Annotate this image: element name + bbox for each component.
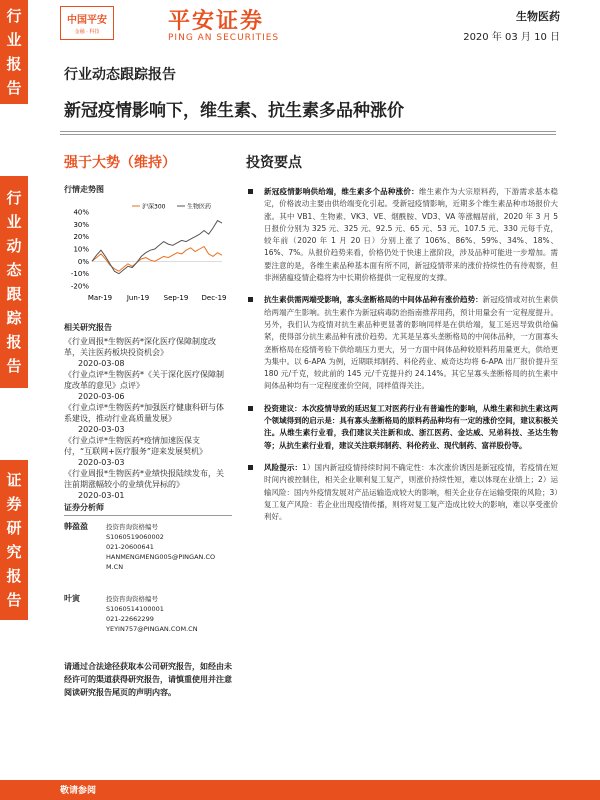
- related-report-date: 2020-03-08: [78, 359, 125, 368]
- analyst-info-line: HANMENGMENG005@PINGAN.CO: [106, 553, 216, 561]
- related-report-date: 2020-03-03: [78, 458, 125, 467]
- related-report-title: 《行业点评*生物医药*疫情加速医保支付，“互联网+医疗服务”迎来发展契机》: [64, 436, 207, 456]
- footer-text: 敬请参阅: [60, 786, 97, 796]
- analyst-1: [64, 522, 232, 582]
- rating: 强于大势（维持）: [64, 155, 176, 171]
- related-report-date: 2020-03-03: [78, 425, 125, 434]
- side-tab-char: 行: [6, 189, 22, 207]
- footer-bar: [0, 780, 600, 800]
- analyst-info-line: 021-20600641: [106, 543, 154, 551]
- y-tick-label: 20%: [73, 233, 89, 242]
- analyst-name: 韩盈盈: [64, 522, 88, 531]
- analyst-info: [106, 522, 234, 572]
- side-tab-char: 行: [6, 7, 22, 25]
- divider: [60, 131, 556, 132]
- market-trend-chart: [62, 200, 232, 310]
- y-tick-label: -10%: [70, 270, 89, 279]
- analyst-info-line: 投资咨询资格编号: [106, 595, 158, 603]
- related-report-title: 《行业周报*生物医药*深化医疗保障制度改革，关注医药板块投资机会》: [64, 337, 216, 357]
- logo-text: 中国平安: [67, 15, 107, 26]
- side-tab-char: 态: [6, 261, 22, 279]
- side-tab-char: 跟: [6, 285, 22, 303]
- side-tab-char: 研: [6, 519, 22, 537]
- chart-section-label: 行情走势图: [64, 185, 104, 194]
- analyst-2: [64, 594, 232, 644]
- side-tab-char: 告: [6, 591, 22, 609]
- brand: [168, 4, 279, 43]
- key-point: [246, 186, 558, 284]
- x-tick-label: Mar-19: [87, 294, 113, 302]
- side-tab-char: 业: [6, 213, 22, 231]
- key-point-heading: 投资建议：本次疫情导致的延迟复工对医药行业有普遍性的影响，从维生素和抗生素这两个领域得到的启示是：具有寡头垄断格局的原料药品种均有一定的涨价空间，建议积极关注。从维生素行业看，我们建议关注新和成、浙江医药、金达威、兄弟科技、圣达生物等；从抗生素行业看，建议关注联邦制药、科伦药业、现代制药、富祥股份等。: [264, 403, 558, 450]
- analyst-info-line: M.CN: [106, 563, 124, 571]
- brand-en: PING AN SECURITIES: [168, 33, 280, 43]
- related-report-title: 《行业点评*生物医药*加强医疗健康科研与体系建设，推动行业高质量发展》: [64, 403, 224, 423]
- key-point: [246, 403, 558, 452]
- analyst-info-line: S1060514100001: [106, 605, 164, 613]
- divider: [60, 134, 556, 135]
- page-title: 新冠疫情影响下，维生素、抗生素多品种涨价: [64, 101, 404, 121]
- y-tick-label: 10%: [73, 245, 89, 254]
- analyst-info-line: 投资咨询资格编号: [106, 523, 158, 531]
- divider: [64, 515, 232, 516]
- key-point-text: 新冠疫情或对抗生素供给两端产生影响。抗生素作为新冠病毒防治指南推荐用药，预计用量会有一定程度提升。另外，我们认为疫情对抗生素品种更显著的影响同样是在供给端，复工延迟导致供给偏紧，使得部分抗生素品种有涨价趋势。尤其是呈寡头垄断格局的中间体品种，一方面寡头垄断格局在疫情考验下供给端压力更大，另一方面中间体品种较原料药用量更大，供给更为集中。以 6-APA 为例，近期联邦制药、科伦药业、威奇达均将 6-APA 出厂报价提升至 180 元/千克，较此前的 145 元/千克提升约 24.14%。其它呈寡头垄断格局的抗生素中间体品种均有一定程度涨价空间，同样值得关注。: [264, 295, 559, 391]
- analyst-name: 叶寅: [64, 594, 80, 603]
- ping-an-logo: [60, 6, 114, 40]
- analyst-info-line: 021-22662299: [106, 615, 154, 623]
- legend-label: 生物医药: [187, 203, 212, 211]
- industry-label: 生物医药: [516, 10, 560, 23]
- key-point-text: 维生素作为大宗原料药，下游需求基本稳定，价格波动主要由供给端变化引起。受新冠疫情影响，近期多个维生素品种市场报价大涨。其中 VB1、生物素、VK3、VE、烟酰胺、VD3、VA 等涨幅居前，2020 年 3 月 5 日报价分别为 325 元、325 元、92.5 元、65 元、53 元、107.5 元、330 元每千克，较年前（2020 年 1 月 20 日）分别上涨了 106%、86%、59%、34%、18%、16%、7%。从报价趋势来看，价格仍处于快速上涨阶段，涉及品种可能进一步增加。需要注意的是，各维生素品种基本面有所不同，新冠疫情带来的涨价持续性仍有待观察，但非洲猪瘟疫情企稳将为中长期价格提供一定程度的支撑。: [264, 187, 559, 283]
- side-tab-securities-report: [0, 460, 28, 620]
- side-tab-char: 报: [6, 55, 22, 73]
- report-date: 2020 年 03 月 10 日: [463, 32, 560, 43]
- key-point-text: 1）国内新冠疫情持续时间不确定性：本次涨价诱因是新冠疫情，若疫情在短时间内被控制住，相关企业顺利复工复产，则涨价持续性短，难以体现在业绩上；2）运输风险：国内外疫情发展对产品运输造成较大的影响，相关企业存在运输受限的风险；3）复工复产风险：若企业出现疫情传播，则将对复工复产造成比较大的影响，难以享受涨价利好。: [264, 462, 558, 522]
- side-tab-report-type: [0, 0, 28, 104]
- side-tab-char: 告: [6, 79, 22, 97]
- y-tick-label: 40%: [73, 208, 89, 217]
- key-points-list: [246, 186, 558, 533]
- key-point-heading: 风险提示：: [264, 462, 303, 472]
- analyst-info-line: YEYIN757@PINGAN.COM.CN: [106, 625, 198, 633]
- key-point-heading: 新冠疫情影响供给端，维生素多个品种涨价：: [264, 187, 419, 196]
- related-reports-list: [64, 336, 226, 501]
- side-tab-char: 证: [6, 471, 22, 489]
- disclaimer: 请通过合法途径获取本公司研究报告，如经由未经许可的渠道获得研究报告，请慎重使用并注意阅读研究报告尾页的声明内容。: [64, 662, 232, 697]
- legend-label: 沪深300: [142, 203, 166, 211]
- analyst-info: [106, 594, 234, 634]
- related-report-title: 《行业点评*生物医药*《关于深化医疗保障制度改革的意见》点评》: [64, 370, 224, 390]
- side-tab-char: 券: [6, 495, 22, 513]
- key-points-title: 投资要点: [246, 155, 302, 171]
- x-tick-label: Sep-19: [163, 294, 189, 302]
- y-tick-label: 0%: [77, 257, 89, 266]
- side-tab-char: 业: [6, 31, 22, 49]
- report-type: 行业动态跟踪报告: [64, 67, 176, 83]
- brand-cn: 平安证券: [168, 9, 265, 34]
- x-tick-label: Jun-19: [126, 294, 150, 302]
- analyst-section-label: 证券分析师: [64, 503, 104, 512]
- y-tick-label: 30%: [73, 220, 89, 229]
- side-tab-char: 告: [6, 357, 22, 375]
- related-report-date: 2020-03-01: [78, 491, 125, 500]
- x-tick-label: Dec-19: [201, 294, 227, 302]
- side-tab-report-category: [0, 176, 28, 388]
- series-line-0: [92, 247, 222, 272]
- analyst-info-line: S1060519060002: [106, 533, 164, 541]
- related-report-date: 2020-03-06: [78, 392, 125, 401]
- y-tick-label: -20%: [70, 282, 89, 291]
- key-point-heading: 抗生素供需两端受影响，寡头垄断格局的中间体品种有涨价趋势：: [264, 295, 483, 305]
- side-tab-char: 报: [6, 333, 22, 351]
- side-tab-char: 动: [6, 237, 22, 255]
- logo-subtext: 金融 · 科技: [74, 29, 100, 35]
- side-tab-char: 究: [6, 543, 22, 561]
- related-reports-label: 相关研究报告: [64, 323, 112, 332]
- key-point: [246, 462, 558, 523]
- side-tab-char: 报: [6, 567, 22, 585]
- key-point: [246, 294, 558, 392]
- related-report-title: 《行业周报*生物医药*业绩快报陆续发布，关注前期涨幅较小的业绩优异标的》: [64, 469, 224, 489]
- side-tab-char: 踪: [6, 309, 22, 327]
